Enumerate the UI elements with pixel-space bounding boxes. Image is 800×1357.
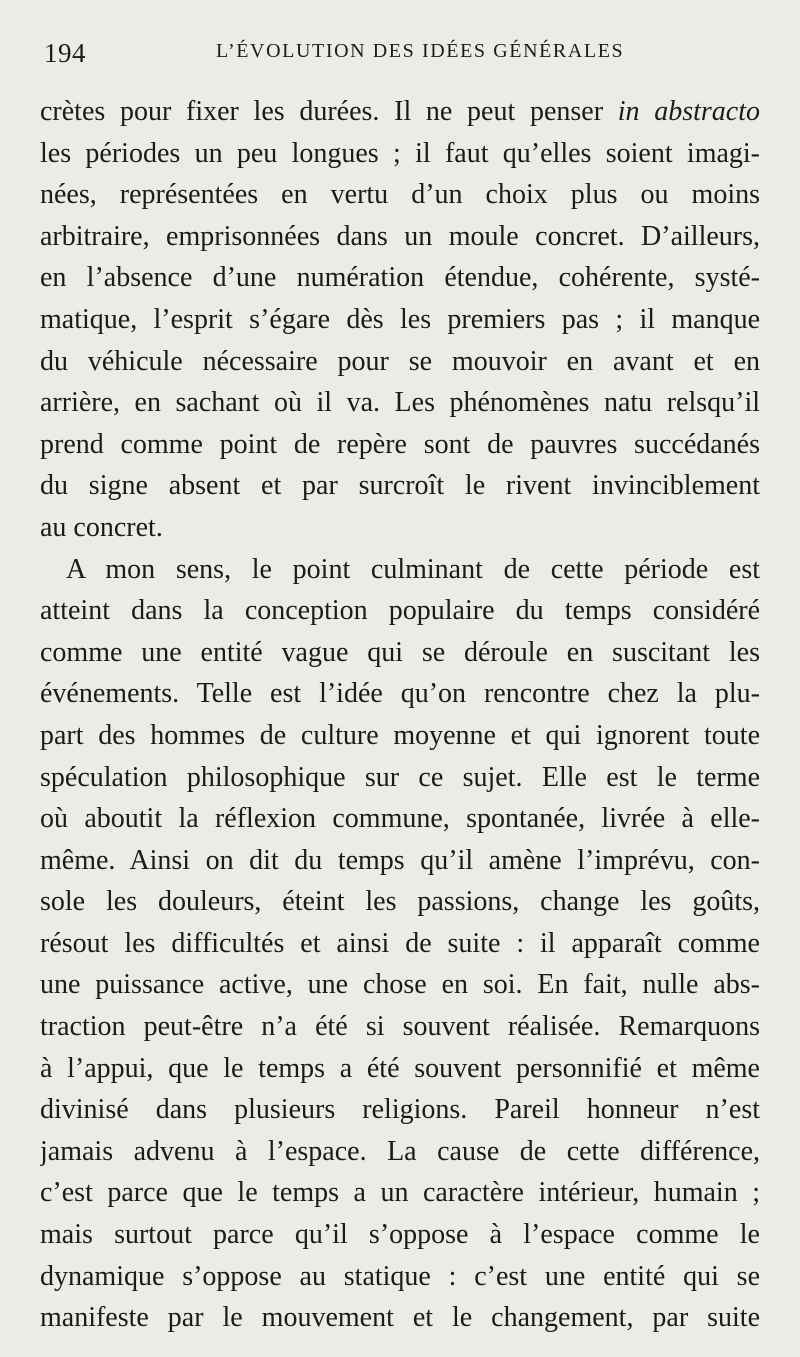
text-line: c’est parce que le temps a un caractère intérieur, humain ; [40,1177,760,1209]
text-line: du véhicule nécessaire pour se mouvoir en avant et en [40,345,760,377]
text-line: traction peut-être n’a été si souvent réalisée. Remarquons [40,1011,760,1043]
text-line: manifeste par le mouvement et le changement, par suite [40,1302,760,1334]
text-line: les périodes un peu longues ; il faut qu’elles soient imagi- [40,137,760,169]
paragraph-start-line: A mon sens, le point culminant de cette période est [66,553,760,585]
text-line: arbitraire, emprisonnées dans un moule concret. D’ailleurs, [40,220,760,252]
page-header [42,34,760,74]
text-line: spéculation philosophique sur ce sujet. Elle est le terme [40,761,760,793]
text-line: matique, l’esprit s’égare dès les premiers pas ; il manque [40,303,760,335]
text-line: du signe absent et par surcroît le rivent invinciblement [40,470,760,502]
text-line: dynamique s’oppose au statique : c’est une entité qui se [40,1260,760,1292]
text-line: prend comme point de repère sont de pauvres succédanés [40,428,760,460]
text-line: crètes pour fixer les durées. Il ne peut penser in abstracto [40,96,760,127]
text-line: comme une entité vague qui se déroule en suscitant les [40,636,760,668]
text-line: arrière, en sachant où il va. Les phénomènes natu relsqu’il [40,387,760,419]
text-line: en l’absence d’une numération étendue, cohérente, systé- [40,262,760,294]
text-line: sole les douleurs, éteint les passions, change les goûts, [40,886,760,918]
text-line: divinisé dans plusieurs religions. Pareil honneur n’est [40,1094,760,1126]
running-title: L’ÉVOLUTION DES IDÉES GÉNÉRALES [216,40,625,62]
italic-phrase: in abstracto [617,96,760,127]
text-line: part des hommes de culture moyenne et qui ignorent toute [40,719,760,751]
text-line: une puissance active, une chose en soi. En fait, nulle abs- [40,969,760,1001]
paragraph-end-line: au concret. [40,511,163,543]
text-line: mais surtout parce qu’il s’oppose à l’espace comme le [40,1219,760,1251]
text-line: même. Ainsi on dit du temps qu’il amène l’imprévu, con- [40,844,760,876]
body-text [40,91,760,1339]
text-line: jamais advenu à l’espace. La cause de cette différence, [40,1135,760,1167]
text-line: événements. Telle est l’idée qu’on rencontre chez la plu- [40,678,760,710]
page-number: 194 [44,38,86,68]
text-line: à l’appui, que le temps a été souvent personnifié et même [40,1052,760,1084]
text-line: résout les difficultés et ainsi de suite : il apparaît comme [40,927,760,959]
text-line: nées, représentées en vertu d’un choix plus ou moins [40,179,760,211]
text-line: où aboutit la réflexion commune, spontanée, livrée à elle- [40,803,760,835]
text-line: atteint dans la conception populaire du temps considéré [40,595,760,627]
